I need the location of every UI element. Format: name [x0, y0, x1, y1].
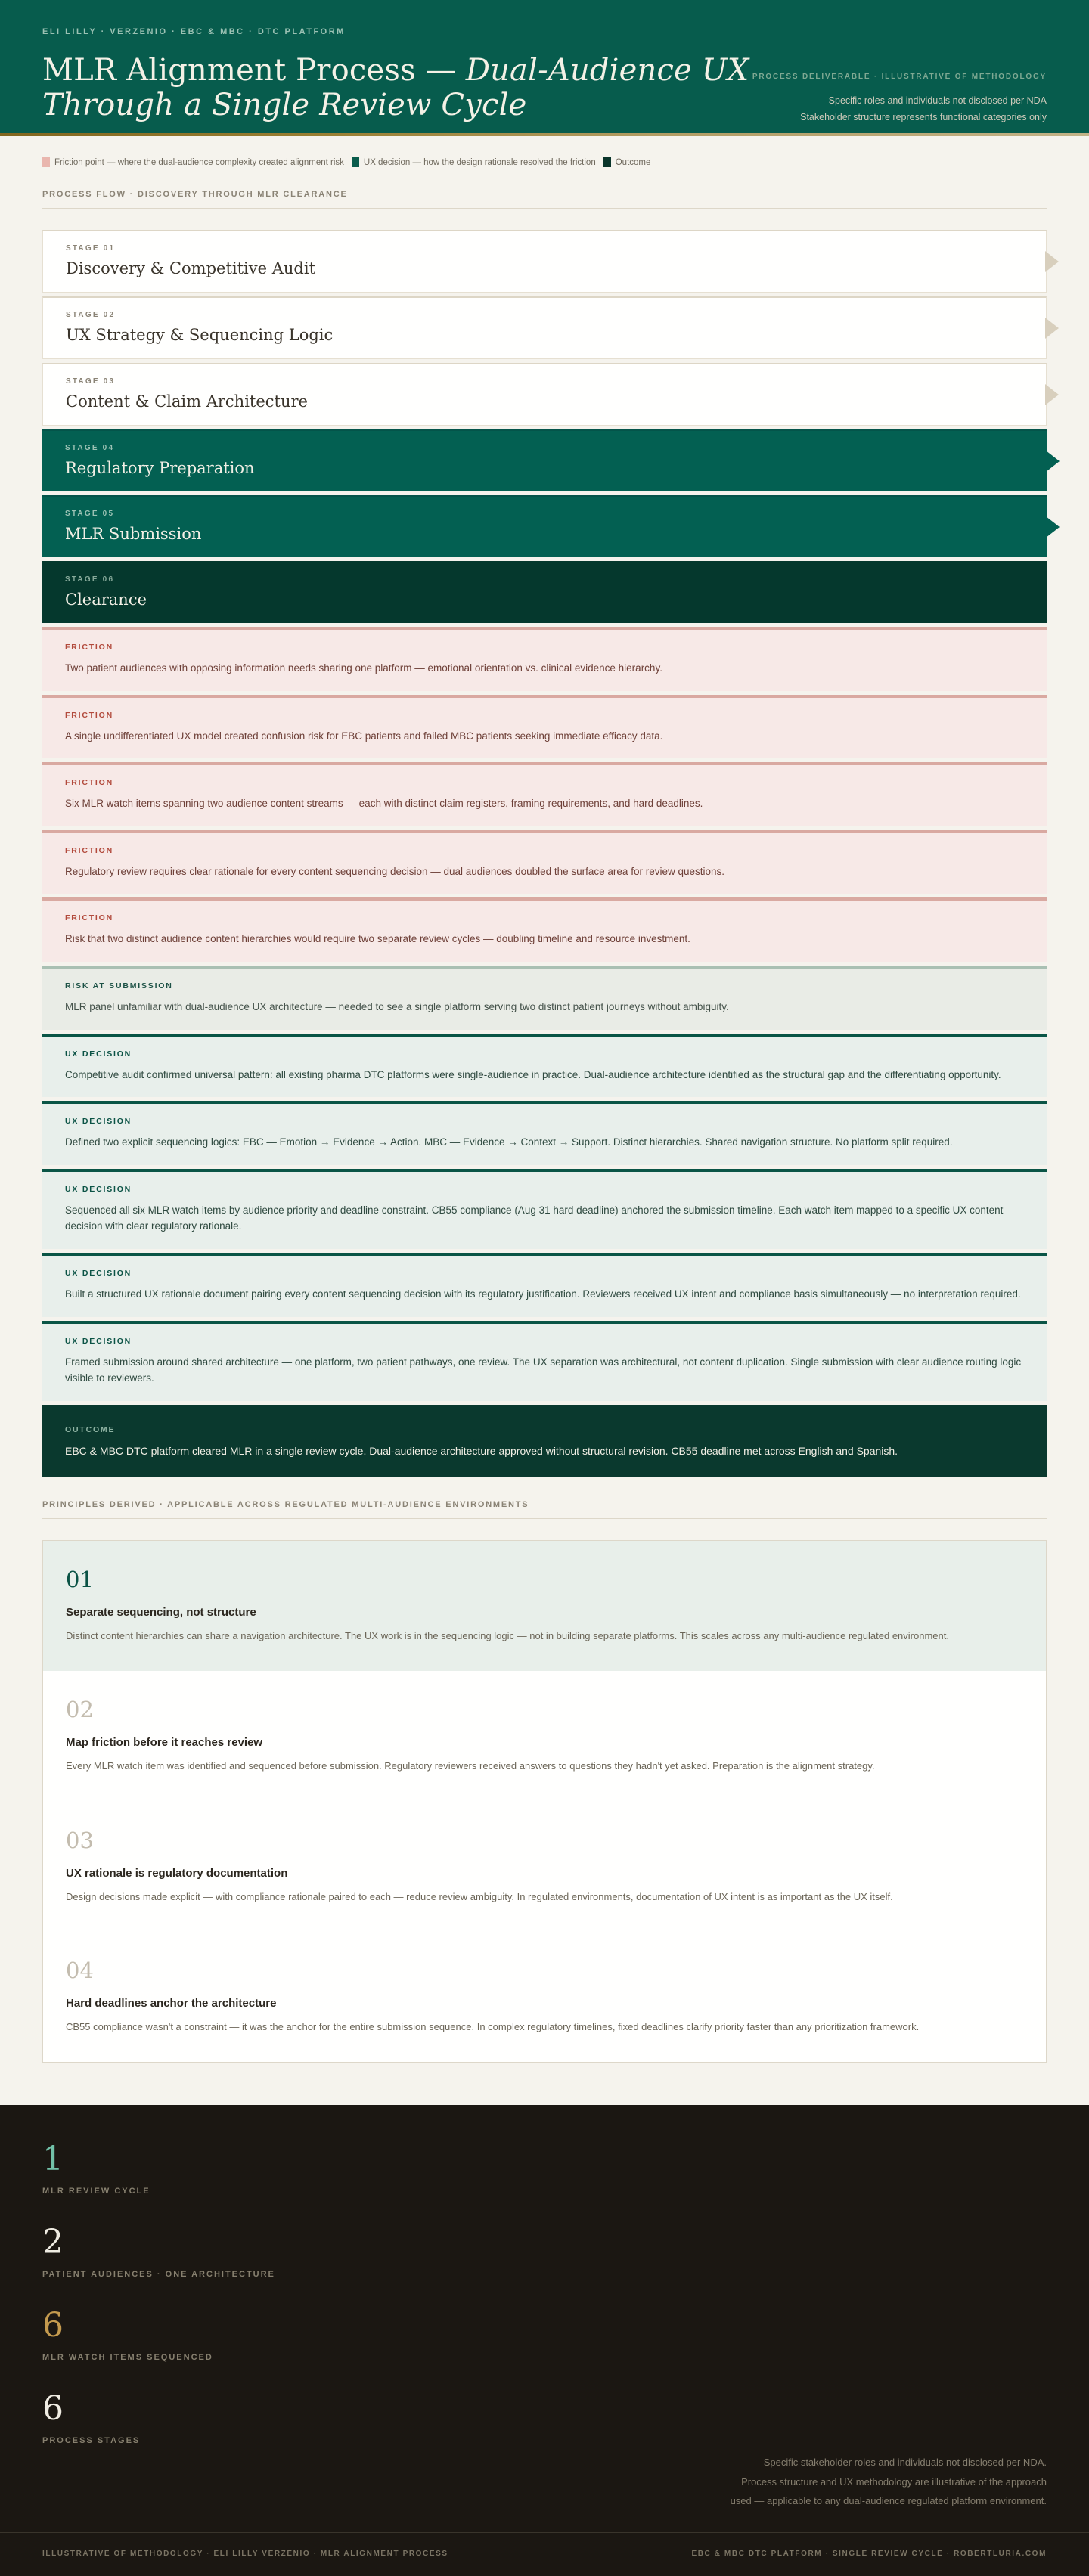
friction-card-1	[42, 627, 1047, 691]
footer	[0, 2105, 1089, 2575]
friction-card-3	[42, 762, 1047, 826]
stat-value: 6	[42, 2306, 64, 2345]
ux-decision-card-4	[42, 1253, 1047, 1317]
event-text: Defined two explicit sequencing logics: EBC — Emotion → Evidence → Action. MBC — Evidence → Context → Support. Distinct hierarchies. Shared navigation structure. No platform split required.	[65, 1136, 953, 1149]
stat-patient-audiences	[42, 2223, 1047, 2280]
event-text: Competitive audit confirmed universal pattern: all existing pharma DTC platforms were single-audience in practice. Dual-audience architecture identified as the structural gap and the differentiating opportunity.	[65, 1068, 1001, 1080]
legend	[42, 157, 1047, 167]
stage-card-02	[42, 296, 1047, 359]
stage-card-03	[42, 363, 1047, 426]
process-flow-section-label: PROCESS FLOW · DISCOVERY THROUGH MLR CLEARANCE	[42, 190, 348, 199]
principles-panel	[42, 1540, 1047, 2063]
stage-title: Discovery & Competitive Audit	[66, 259, 316, 277]
event-text: Two patient audiences with opposing information needs sharing one platform — emotional orientation vs. clinical evidence hierarchy.	[65, 662, 662, 674]
deliverable-label: PROCESS DELIVERABLE · ILLUSTRATIVE OF METHODOLOGY	[752, 73, 1047, 81]
footer-meta-left: ILLUSTRATIVE OF METHODOLOGY · ELI LILLY VERZENIO · MLR ALIGNMENT PROCESS	[42, 2549, 448, 2558]
ux-decision-card-2	[42, 1101, 1047, 1165]
legend-item-friction	[42, 157, 344, 167]
principles-section-label: PRINCIPLES DERIVED · APPLICABLE ACROSS REGULATED MULTI-AUDIENCE ENVIRONMENTS	[42, 1499, 529, 1509]
principle-title: Separate sequencing, not structure	[66, 1605, 256, 1619]
event-label: FRICTION	[65, 710, 113, 720]
header-eyebrow: ELI LILLY · VERZENIO · EBC & MBC · DTC PLATFORM	[42, 27, 346, 36]
event-label: OUTCOME	[65, 1424, 116, 1434]
header	[0, 0, 1089, 133]
event-label: UX DECISION	[65, 1117, 132, 1127]
stat-process-stages	[42, 2389, 1047, 2446]
page-title-subtitle: Dual-Audience UX Through a Single Review Cycle	[42, 53, 749, 122]
stage-title: Regulatory Preparation	[65, 459, 255, 477]
legend-item-outcome	[603, 157, 651, 167]
arrow-right-icon	[1046, 451, 1060, 472]
stat-label: MLR REVIEW CYCLE	[42, 2187, 150, 2196]
stage-title: MLR Submission	[65, 525, 202, 543]
stat-watch-items	[42, 2306, 1047, 2363]
section-divider	[42, 208, 1047, 209]
stage-number: STAGE 02	[66, 311, 116, 319]
stage-number: STAGE 01	[66, 244, 116, 253]
stage-number: STAGE 04	[65, 444, 115, 452]
stat-value: 1	[42, 2140, 64, 2179]
arrow-right-icon	[1045, 318, 1059, 339]
principle-item-4	[43, 1932, 1046, 2062]
risk-at-submission-card	[42, 966, 1047, 1030]
event-text: Sequenced all six MLR watch items by audience priority and deadline constraint. CB55 compliance (Aug 31 hard deadline) anchored the submission timeline. Each watch item mapped to a specific UX content decision with clear regulatory rationale.	[65, 1204, 1004, 1232]
event-label: FRICTION	[65, 643, 113, 652]
header-meta	[752, 73, 1047, 126]
principle-body: Design decisions made explicit — with compliance rationale paired to each — reduce review ambiguity. In regulated environments, documentation of UX intent is as important as the UX itself.	[66, 1890, 893, 1902]
event-label: UX DECISION	[65, 1268, 132, 1278]
principle-title: Map friction before it reaches review	[66, 1736, 263, 1750]
principle-title: UX rationale is regulatory documentation	[66, 1866, 288, 1880]
legend-label: Friction point — where the dual-audience complexity created alignment risk	[54, 157, 344, 167]
stat-value: 2	[42, 2223, 64, 2262]
event-label: FRICTION	[65, 845, 113, 855]
principle-number: 01	[66, 1566, 94, 1592]
event-text: Six MLR watch items spanning two audience content streams — each with distinct claim registers, framing requirements, and hard deadlines.	[65, 798, 703, 810]
legend-label: Outcome	[615, 157, 651, 167]
friction-card-5	[42, 897, 1047, 962]
main-content	[0, 157, 1089, 2063]
stage-title: Content & Claim Architecture	[66, 392, 308, 411]
principle-item-2	[43, 1671, 1046, 1801]
principle-body: Distinct content hierarchies can share a navigation architecture. The UX work is in the sequencing logic — not in building separate platforms. This scales across any multi-audience regulated environment.	[66, 1629, 949, 1641]
page-title-separator: —	[415, 53, 466, 88]
footer-meta-right: EBC & MBC DTC PLATFORM · SINGLE REVIEW CYCLE · ROBERTLURIA.COM	[691, 2549, 1047, 2558]
event-text: Built a structured UX rationale document pairing every content sequencing decision with its regulatory justification. Reviewers received UX intent and compliance basis simultaneously — no interpretation required.	[65, 1288, 1021, 1300]
arrow-right-icon	[1046, 516, 1060, 538]
stat-value: 6	[42, 2389, 64, 2429]
footer-bottom-bar	[0, 2532, 1089, 2576]
friction-card-2	[42, 695, 1047, 759]
page-title	[42, 53, 752, 122]
section-divider	[42, 1518, 1047, 1519]
stage-card-06	[42, 561, 1047, 623]
stage-number: STAGE 03	[66, 377, 116, 386]
principle-body: Every MLR watch item was identified and sequenced before submission. Regulatory reviewers received answers to questions they hadn't yet asked. Preparation is the alignment strategy.	[66, 1760, 875, 1772]
event-text: MLR panel unfamiliar with dual-audience UX architecture — needed to see a single platform serving two distinct patient journeys without ambiguity.	[65, 1000, 729, 1012]
outcome-card	[42, 1405, 1047, 1477]
page-title-main: MLR Alignment Process	[42, 53, 416, 88]
stage-title: UX Strategy & Sequencing Logic	[66, 326, 334, 344]
principle-number: 04	[66, 1958, 94, 1984]
event-label: UX DECISION	[65, 1184, 132, 1194]
stat-label: MLR WATCH ITEMS SEQUENCED	[42, 2353, 213, 2363]
principle-number: 02	[66, 1697, 94, 1723]
event-label: UX DECISION	[65, 1049, 132, 1059]
friction-card-4	[42, 830, 1047, 894]
event-label: FRICTION	[65, 913, 113, 923]
principle-title: Hard deadlines anchor the architecture	[66, 1997, 277, 2010]
principle-body: CB55 compliance wasn't a constraint — it was the anchor for the entire submission sequence. In complex regulatory timelines, fixed deadlines clarify priority faster than any prioritization framework.	[66, 2021, 920, 2033]
gold-rule	[0, 133, 1089, 136]
principle-item-1	[43, 1541, 1046, 1671]
arrow-right-icon	[1045, 251, 1059, 272]
stage-title: Clearance	[65, 591, 147, 609]
stage-number: STAGE 06	[65, 575, 115, 584]
stat-label: PROCESS STAGES	[42, 2436, 141, 2446]
ux-decision-card-5	[42, 1321, 1047, 1401]
stat-mlr-review-cycle	[42, 2140, 1047, 2196]
principle-item-3	[43, 1802, 1046, 1932]
event-text: A single undifferentiated UX model created confusion risk for EBC patients and failed MBC patients seeking immediate efficacy data.	[65, 730, 663, 742]
friction-swatch-icon	[42, 157, 50, 167]
event-label: FRICTION	[65, 778, 113, 788]
arrow-right-icon	[1045, 384, 1059, 405]
footer-disclaimer: Specific stakeholder roles and individuals not disclosed per NDA. Process structure and UX methodology are illustrative of the approach used — applicable to any dual-audience regulated platform environment.	[730, 2457, 1047, 2507]
event-text: Risk that two distinct audience content hierarchies would require two separate review cycles — doubling timeline and resource investment.	[65, 933, 690, 945]
ux-decision-card-3	[42, 1169, 1047, 1249]
stage-number: STAGE 05	[65, 510, 115, 518]
legend-item-ux-decision	[352, 157, 596, 167]
nda-note-line2: Stakeholder structure represents functional categories only	[800, 111, 1047, 122]
process-flow	[42, 230, 1047, 1477]
event-label: UX DECISION	[65, 1336, 132, 1346]
outcome-swatch-icon	[603, 157, 611, 167]
header-left	[42, 26, 752, 122]
event-text: EBC & MBC DTC platform cleared MLR in a single review cycle. Dual-audience architecture approved without structural revision. CB55 deadline met across English and Spanish.	[65, 1444, 898, 1457]
stage-card-01	[42, 230, 1047, 293]
legend-label: UX decision — how the design rationale resolved the friction	[363, 157, 596, 167]
event-text: Regulatory review requires clear rationale for every content sequencing decision — dual audiences doubled the surface area for review questions.	[65, 865, 724, 877]
stat-label: PATIENT AUDIENCES · ONE ARCHITECTURE	[42, 2270, 275, 2280]
stage-card-04	[42, 429, 1047, 491]
stage-card-05	[42, 495, 1047, 557]
nda-note-line1: Specific roles and individuals not disclosed per NDA	[828, 95, 1047, 106]
ux-decision-swatch-icon	[352, 157, 359, 167]
event-text: Framed submission around shared architecture — one platform, two patient pathways, one review. The UX separation was architectural, not content duplication. Single submission with clear audience routing logic visible to reviewers.	[65, 1356, 1022, 1384]
principle-number: 03	[66, 1827, 94, 1853]
ux-decision-card-1	[42, 1034, 1047, 1098]
event-label: RISK AT SUBMISSION	[65, 981, 173, 990]
